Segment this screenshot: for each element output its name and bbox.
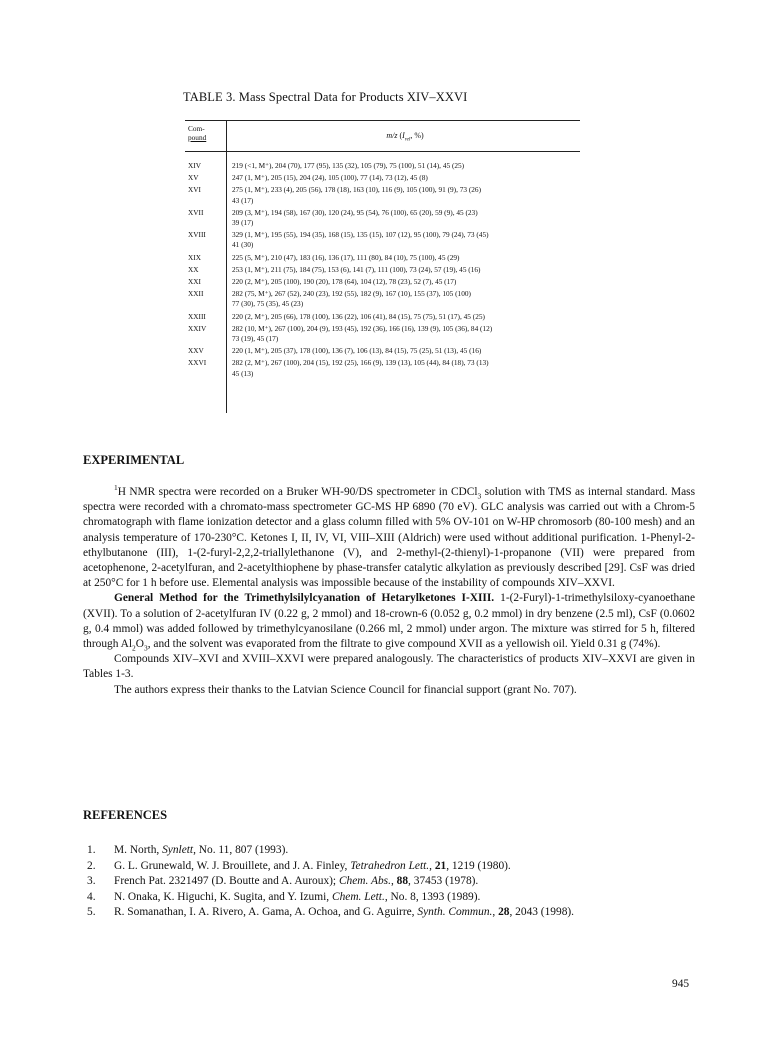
table-body xyxy=(185,152,580,379)
mz-values-cell: 329 (1, M⁺), 195 (55), 194 (35), 168 (15), 135 (15), 107 (12), 95 (100), 79 (24), 73 (45) xyxy=(232,230,489,240)
compound-cell: XV xyxy=(188,173,199,183)
experimental-paragraph-4: The authors express their thanks to the Latvian Science Council for financial support (grant No. 707). xyxy=(114,683,577,696)
table-row xyxy=(185,299,580,309)
compound-cell: XXI xyxy=(188,277,201,287)
mz-values-cell: 247 (1, M⁺), 205 (15), 204 (24), 105 (100), 77 (14), 73 (12), 45 (8) xyxy=(232,173,428,183)
reference-item xyxy=(87,890,707,906)
compound-cell xyxy=(185,369,226,379)
compound-cell: XX xyxy=(188,264,199,274)
table-row xyxy=(185,265,580,275)
table-row xyxy=(185,218,580,228)
table-row xyxy=(185,334,580,344)
reference-number: 4. xyxy=(87,890,96,903)
experimental-paragraph-3: Compounds XIV–XVI and XVIII–XXVI were prepared analogously. The characteristics of products XIV–XXVI are given in Tables 1-3. xyxy=(83,653,695,681)
reference-number: 5. xyxy=(87,906,96,919)
table-row xyxy=(185,208,580,218)
reference-text: N. Onaka, K. Higuchi, K. Sugita, and Y. Izumi, Chem. Lett., No. 8, 1393 (1989). xyxy=(114,890,481,903)
experimental-heading: EXPERIMENTAL xyxy=(83,453,185,467)
compound-cell xyxy=(185,334,226,344)
compound-column-header: Com- pound xyxy=(188,124,207,142)
mz-values-cell: 41 (30) xyxy=(232,240,254,250)
mz-values-cell: 73 (19), 45 (17) xyxy=(232,334,279,344)
table-row xyxy=(185,277,580,287)
compound-cell: XVIII xyxy=(188,230,206,240)
experimental-body xyxy=(83,485,695,698)
reference-text: French Pat. 2321497 (D. Boutte and A. Auroux); Chem. Abs., 88, 37453 (1978). xyxy=(114,875,479,888)
experimental-paragraph-2: General Method for the Trimethylsilylcyanation of Hetarylketones I-XIII. 1-(2-Furyl)-1-trimethylsiloxy-cyanoethane (XVII). To a solution of 2-acetylfuran IV (0.22 g, 2 mmol) and 18-crown-6 (0.052 g, 0.2 mmol) in dry benzene (2.5 ml), CsF (0.0602 g, 0.4 mmol) was added followed by trimethylcyanosilane (0.266 ml, 2 mmol) under argon. The mixture was stirred for 5 h, filtered through $Al_2O_3$, and the solvent was evaporated from the filtrate to give compound XVII as a yellowish oil. Yield 0.31 g (74%). xyxy=(83,592,695,653)
reference-item xyxy=(87,859,707,875)
mz-values-cell: 45 (13) xyxy=(232,368,254,378)
reference-item xyxy=(87,874,707,890)
table-row xyxy=(185,312,580,322)
compound-cell: XVI xyxy=(188,185,201,195)
reference-number: 1. xyxy=(87,844,96,856)
reference-item xyxy=(87,905,707,921)
mz-values-cell: 219 (<1, M⁺), 204 (70), 177 (95), 135 (32), 105 (79), 75 (100), 51 (14), 45 (25) xyxy=(232,161,465,170)
reference-text: G. L. Grunewald, W. J. Brouillete, and J. A. Finley, Tetrahedron Lett., 21, 1219 (1980). xyxy=(114,859,511,872)
compound-cell: XXVI xyxy=(188,358,207,368)
mz-values-cell: 209 (3, M⁺), 194 (58), 167 (30), 120 (24), 95 (54), 76 (100), 65 (20), 59 (9), 45 (23) xyxy=(232,207,478,217)
page-number: 945 xyxy=(672,978,690,990)
compound-cell xyxy=(185,218,226,228)
table-header xyxy=(185,120,580,152)
mz-values-cell: 220 (2, M⁺), 205 (100), 190 (20), 178 (64), 104 (12), 78 (23), 52 (7), 45 (17) xyxy=(232,277,457,287)
table-row xyxy=(185,369,580,379)
table-row xyxy=(185,358,580,368)
reference-number: 3. xyxy=(87,875,96,888)
references-heading: REFERENCES xyxy=(83,808,168,822)
table-row xyxy=(185,230,580,240)
mz-values-cell: 282 (75, M⁺), 267 (52), 240 (23), 192 (55), 182 (9), 167 (10), 155 (37), 105 (100) xyxy=(232,289,471,299)
table-row xyxy=(185,185,580,195)
table-row xyxy=(185,289,580,299)
reference-text: R. Somanathan, I. A. Rivero, A. Gama, A. Ochoa, and G. Aguirre, Synth. Commun., 28, 2043 (1998). xyxy=(114,906,575,919)
mz-values-cell: 282 (10, M⁺), 267 (100), 204 (9), 193 (45), 192 (36), 166 (16), 139 (9), 105 (36), 84 (12) xyxy=(232,323,493,333)
mz-values-cell: 77 (30), 75 (35), 45 (23) xyxy=(232,299,304,309)
mz-values-cell: 220 (2, M⁺), 205 (66), 178 (100), 136 (22), 106 (41), 84 (15), 75 (75), 51 (17), 45 (25) xyxy=(232,311,485,321)
reference-text: M. North, Synlett, No. 11, 807 (1993). xyxy=(114,844,289,856)
table-row xyxy=(185,324,580,334)
table-row xyxy=(185,253,580,263)
compound-cell: XXII xyxy=(188,289,204,299)
table-row xyxy=(185,196,580,206)
compound-cell: XIX xyxy=(188,252,201,262)
table-column-divider xyxy=(226,120,227,413)
experimental-paragraph-1: $^1$H NMR spectra were recorded on a Bruker WH-90/DS spectrometer in CDCl$_3$ solution with TMS as internal standard. Mass spectra were recorded with a chromato-mass spectrometer GC-MS HP 6890 (70 eV). GLC analysis was carried out with a Chrom-5 chromatograph with flame ionization detector and a glass column filled with 5% OV-101 on W-HP chromosorb (80-100 mesh) and an analysis temperature of 170-230°C. Ketones I, II, IV, VI, VIII–XIII (Aldrich) were used without additional purification. 1-Phenyl-2-ethylbutanone (III), 1-(2-furyl-2,2,2-triallylethanone (V), and 2-methyl-(2-thienyl)-1-propanone (VII) were prepared from acetophenone, 2-acetylfuran, and 2-acetylthiophene by phase-transfer catalytic alkylation as previously described [29]. CsF was dried at 250°C for 1 h before use. Elemental analysis was impossible because of the instability of compounds XIV–XXVI. xyxy=(83,483,695,590)
table-row xyxy=(185,346,580,356)
compound-cell: XXIV xyxy=(188,323,207,333)
mass-spectral-table xyxy=(185,120,580,379)
compound-cell: XIV xyxy=(188,161,201,170)
mz-values-cell: 225 (5, M⁺), 210 (47), 183 (16), 136 (17), 111 (80), 84 (10), 75 (100), 45 (29) xyxy=(232,252,460,262)
mz-values-cell: 275 (1, M⁺), 233 (4), 205 (56), 178 (18), 163 (10), 116 (9), 105 (100), 91 (9), 73 (26) xyxy=(232,185,481,195)
mz-values-cell: 253 (1, M⁺), 211 (75), 184 (75), 153 (6), 141 (7), 111 (100), 73 (24), 57 (19), 45 (16) xyxy=(232,264,481,274)
references-list xyxy=(87,843,707,921)
mz-values-cell: 282 (2, M⁺), 267 (100), 204 (15), 192 (25), 166 (9), 139 (13), 105 (44), 84 (18), 73 (13) xyxy=(232,358,489,368)
table-row xyxy=(185,161,580,171)
compound-cell: XXV xyxy=(188,346,204,356)
reference-item xyxy=(87,843,707,859)
table-row xyxy=(185,173,580,183)
table-row xyxy=(185,240,580,250)
mz-column-header: m/z ($I_{rel}$, %) xyxy=(386,131,424,143)
table-caption: TABLE 3. Mass Spectral Data for Products XIV–XXVI xyxy=(183,90,468,104)
compound-cell xyxy=(185,196,226,206)
compound-cell: XXIII xyxy=(188,311,206,321)
compound-cell: XVII xyxy=(188,207,204,217)
compound-cell xyxy=(185,240,226,250)
mz-values-cell: 43 (17) xyxy=(232,195,254,205)
compound-cell xyxy=(185,299,226,309)
reference-number: 2. xyxy=(87,859,96,872)
mz-values-cell: 220 (1, M⁺), 205 (37), 178 (100), 136 (7), 106 (13), 84 (15), 75 (25), 51 (13), 45 (16) xyxy=(232,346,482,356)
mz-values-cell: 39 (17) xyxy=(232,218,254,228)
